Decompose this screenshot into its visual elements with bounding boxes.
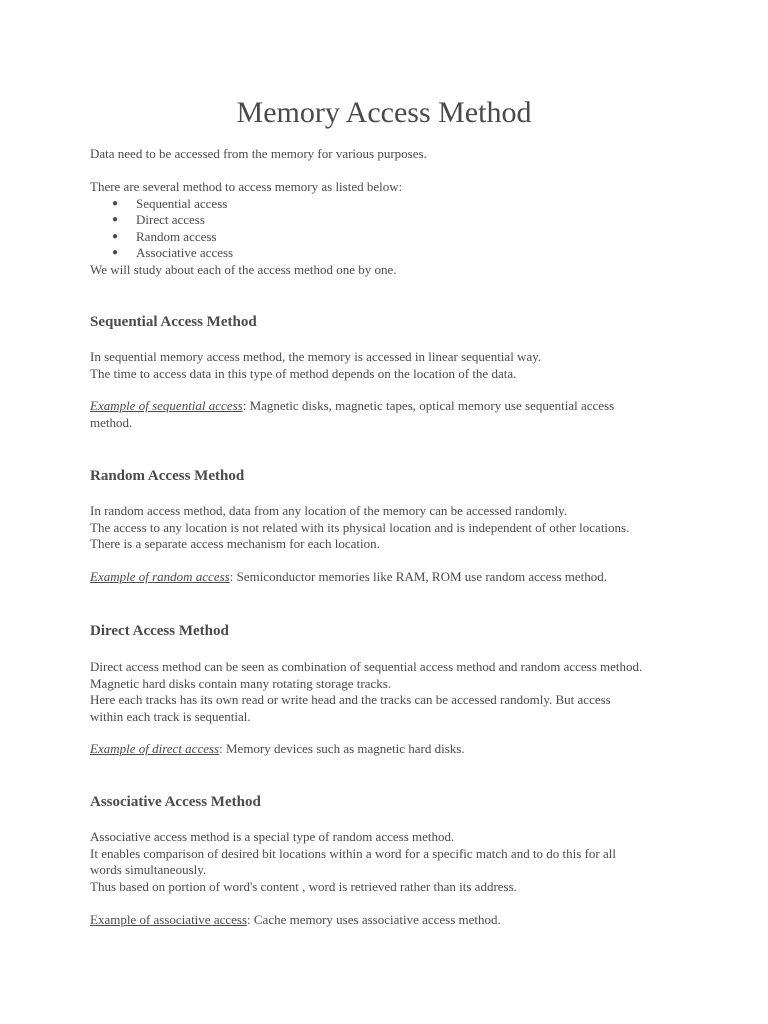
body-line: Direct access method can be seen as combination of sequential access method and random access method. (90, 659, 643, 674)
list-item: ● Associative access (112, 245, 234, 260)
example-text: : Magnetic disks, magnetic tapes, optical memory use sequential access (242, 398, 615, 413)
section-associative (90, 793, 690, 811)
section-sequential-body (90, 349, 690, 382)
list-item: ● Sequential access (112, 195, 228, 211)
section-associative-body (90, 829, 690, 895)
access-types-list (90, 196, 690, 262)
page-title: Memory Access Method (236, 96, 532, 129)
body-line: It enables comparison of desired bit locations within a word for a specific match and to do this for all (90, 845, 616, 861)
example-line (90, 569, 690, 586)
example-text: : Cache memory uses associative access method. (247, 912, 501, 927)
section-sequential (90, 313, 690, 331)
intro-line-2: There are several method to access memory as listed below: (90, 179, 403, 194)
section-heading: Random Access Method (90, 468, 245, 484)
section-random-example (90, 569, 690, 586)
section-direct-body (90, 659, 690, 725)
body-line: The time to access data in this type of method depends on the location of the data. (90, 365, 517, 381)
body-line: within each track is sequential. (90, 708, 251, 724)
example-label: Example of associative access (90, 912, 248, 927)
list-item: ● Direct access (112, 212, 205, 227)
example-text: : Memory devices such as magnetic hard disks. (219, 741, 465, 756)
list-item: ● Random access (112, 228, 217, 244)
example-line (90, 741, 690, 758)
body-line: Associative access method is a special type of random access method. (90, 829, 455, 844)
bullet-icon: ● (112, 247, 119, 258)
body-line: Here each tracks has its own read or write head and the tracks can be accessed randomly. But access (90, 692, 611, 707)
section-heading: Associative Access Method (90, 794, 261, 810)
example-line-cont: method. (90, 414, 133, 430)
example-label: Example of direct access (90, 741, 220, 756)
section-heading: Direct Access Method (90, 623, 229, 639)
body-line: There is a separate access mechanism for each location. (90, 536, 380, 551)
intro-line-1: Data need to be accessed from the memory for various purposes. (90, 146, 427, 161)
body-line: In sequential memory access method, the memory is accessed in linear sequential way. (90, 349, 542, 364)
example-label: Example of random access (90, 569, 230, 584)
body-line: words simultaneously. (90, 862, 207, 877)
intro-paragraph (90, 146, 690, 163)
section-random (90, 467, 690, 485)
bullet-icon: ● (112, 197, 119, 209)
body-line: In random access method, data from any location of the memory can be accessed randomly. (90, 503, 568, 518)
body-line: The access to any location is not related with its physical location and is independent of other locations. (90, 519, 630, 535)
example-line (90, 912, 690, 929)
example-line (90, 398, 690, 415)
example-label: Example of sequential access (90, 398, 243, 413)
bullet-icon: ● (112, 214, 119, 225)
body-line: Thus based on portion of word's content , word is retrieved rather than its address. (90, 878, 517, 894)
section-sequential-example (90, 398, 690, 431)
section-direct (90, 622, 690, 640)
section-associative-example (90, 912, 690, 929)
section-direct-example (90, 741, 690, 758)
section-random-body (90, 503, 690, 553)
section-heading: Sequential Access Method (90, 314, 257, 330)
bullet-icon: ● (112, 230, 119, 242)
body-line: Magnetic hard disks contain many rotating storage tracks. (90, 675, 392, 691)
intro-line-3: We will study about each of the access method one by one. (90, 261, 397, 277)
intro-list-block (90, 179, 690, 278)
example-text: : Semiconductor memories like RAM, ROM use random access method. (229, 569, 608, 584)
